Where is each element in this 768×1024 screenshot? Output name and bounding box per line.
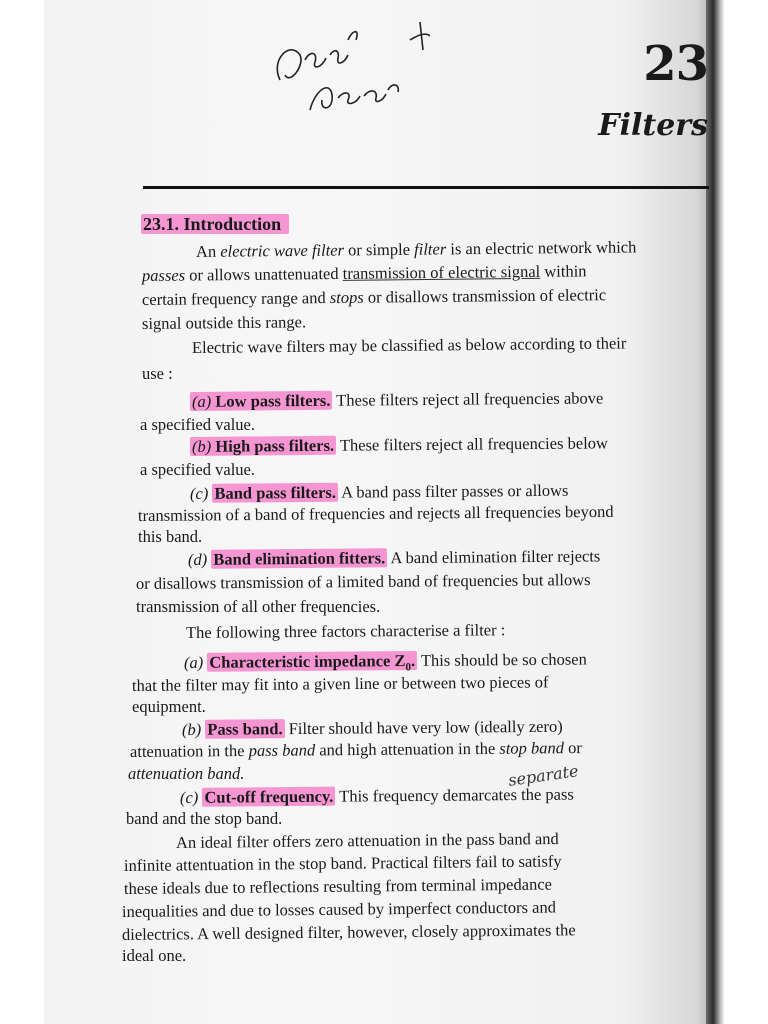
type-b-line-2: a specified value. [140, 460, 255, 479]
type-c-line-1: (c) Band pass filters. A band pass filter passes or allows [189, 480, 569, 503]
p1-line-2: passes or allows unattenuated transmission of electric signal within [141, 261, 587, 285]
type-b-line-1: (b) High pass filters. These filters reject all frequencies below [191, 433, 608, 456]
factor-a-line-1: (a) Characteristic impedance $Z_0$. This should be so chosen [183, 649, 587, 674]
p3-line-1: The following three factors characterise a filter : [185, 620, 506, 642]
type-c-line-2: transmission of a band of frequencies and rejects all frequencies beyond [137, 501, 614, 525]
factor-b-line-3: attenuation band. [128, 764, 245, 783]
factor-b-line-2: attenuation in the pass band and high attenuation in the stop band or [129, 738, 582, 761]
handwritten-note: separate [507, 761, 580, 790]
type-d-line-3: transmission of all other frequencies. [136, 597, 381, 616]
section-heading-text: 23.1. Introduction [141, 214, 289, 234]
chapter-number: 23 [643, 36, 708, 92]
factor-b-line-1: (b) Pass band. Filter should have very low (ideally zero) [181, 716, 563, 739]
type-d-line-1: (d) Band elimination fitters. A band elimination filter rejects [187, 546, 601, 569]
p2-line-1: Electric wave filters may be classified as below according to their [191, 333, 627, 357]
p1-line-3: certain frequency range and stops or disallows transmission of electric [141, 285, 607, 309]
p4-line-1: An ideal filter offers zero attenuation in the pass band and [175, 828, 559, 852]
type-a-line-2: a specified value. [140, 415, 255, 434]
p4-line-4: inequalities and due to losses caused by imperfect conductors and [121, 897, 556, 921]
type-d-line-2: or disallows transmission of a limited band of frequencies but allows [135, 570, 591, 593]
p4-line-3: these ideals due to reflections resulting from terminal impedance [123, 874, 553, 898]
p1-line-4: signal outside this range. [141, 312, 307, 333]
factor-a-line-2: that the filter may fit into a given line or between two pieces of [131, 672, 549, 695]
p4-line-5: dielectrics. A well designed filter, however, closely approximates the [121, 920, 576, 944]
type-a-line-1: (a) Low pass filters. These filters reject all frequencies above [191, 388, 604, 411]
p4-line-2: infinite attentuation in the stop band. Practical filters fail to satisfy [123, 851, 562, 875]
p4-line-6: ideal one. [122, 946, 187, 965]
p1-line-1: An electric wave filter or simple filter is an electric network which [195, 237, 637, 261]
chapter-title: Filters [598, 108, 708, 143]
p2-line-2: use : [142, 364, 173, 383]
factor-c-line-2: band and the stop band. [126, 809, 283, 828]
factor-a-line-3: equipment. [132, 697, 206, 716]
type-c-line-3: this band. [138, 527, 203, 546]
factor-c-line-1: (c) Cut-off frequency. This frequency demarcates the pass [179, 784, 574, 807]
